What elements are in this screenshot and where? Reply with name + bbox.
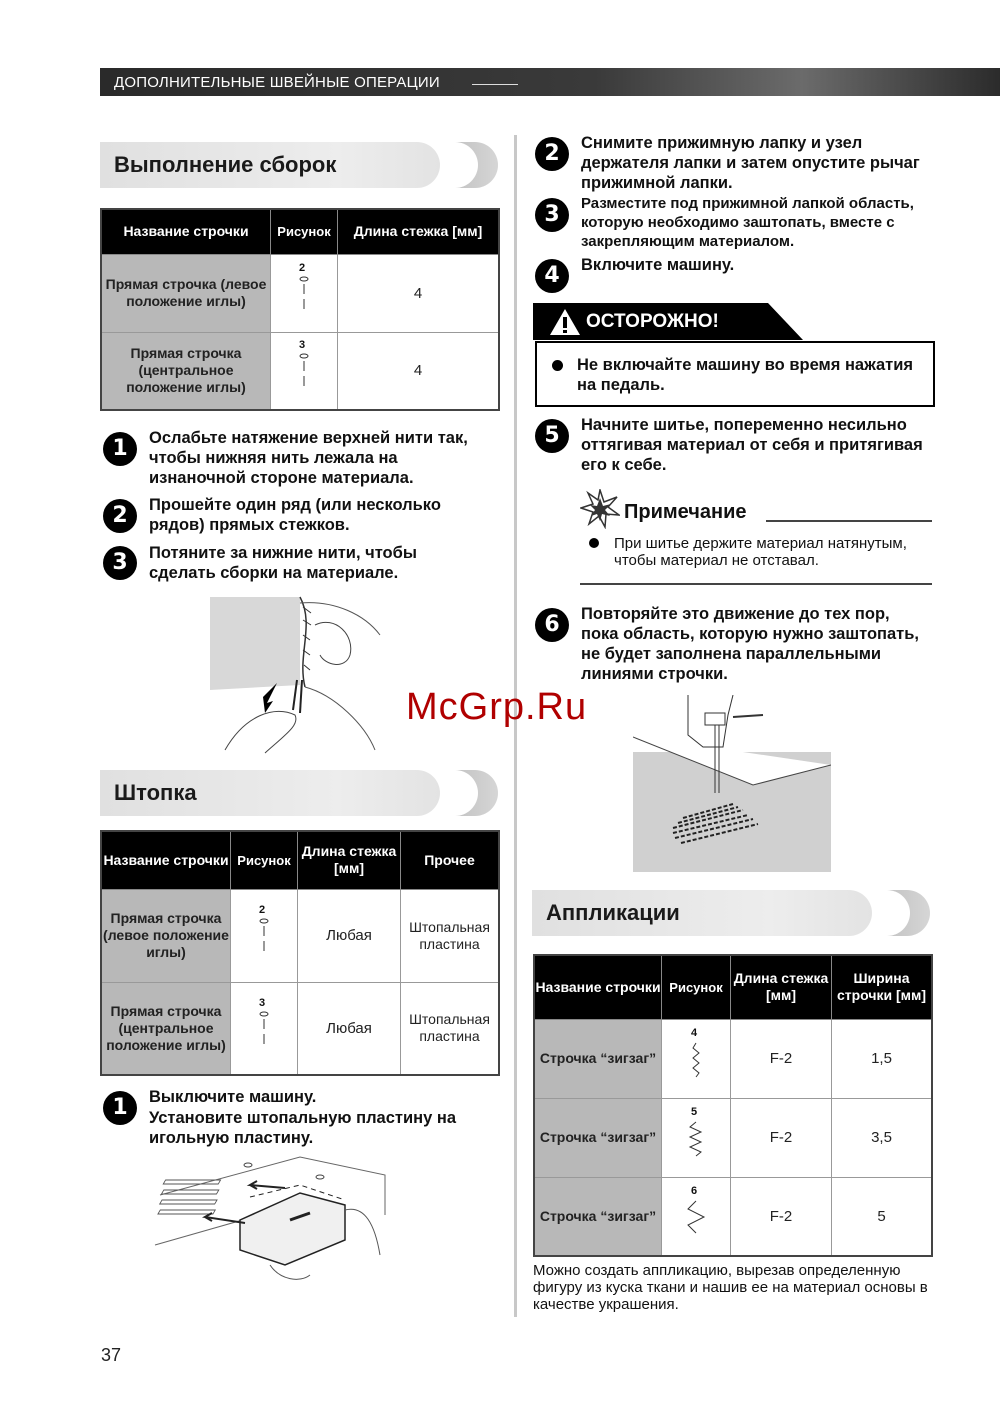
- section-title: Аппликации: [546, 900, 680, 925]
- stitch-name: Строчка “зигзаг”: [534, 1019, 662, 1098]
- stitch-name: Прямая строчка (центральное положение иглы): [101, 982, 231, 1075]
- darning-illustration: [633, 695, 831, 872]
- step-number-1: 1: [103, 432, 137, 466]
- col-header-length: Длина стежка [мм]: [298, 831, 401, 889]
- stitch-pattern-cell: [271, 332, 338, 410]
- straight-stitch-center-icon: 3: [294, 339, 314, 399]
- step-text: Снимите прижимную лапку и узел держателя лапки и затем опустите рычаг прижимной лапки.: [581, 134, 920, 192]
- darning-plate-illustration: [150, 1155, 390, 1285]
- col-header-width: Ширина строчки [мм]: [832, 955, 933, 1019]
- step-text: Разместите под прижимной лапкой область, которую необходимо заштопать, вместе с закрепляющим материалом.: [581, 195, 914, 250]
- watermark: McGrp.Ru: [406, 686, 588, 728]
- step-number-3: 3: [103, 546, 137, 580]
- section-heading-applique: [532, 890, 930, 936]
- stitch-pattern-cell: [662, 1019, 731, 1098]
- col-header-pattern: Рисунок: [231, 831, 298, 889]
- stitch-pattern-cell: [271, 254, 338, 332]
- stitch-name: Строчка “зигзаг”: [534, 1177, 662, 1256]
- step-text: Установите штопальную пластину на игольную пластину.: [149, 1109, 457, 1147]
- gathering-table: [100, 208, 500, 411]
- stitch-width: 3,5: [832, 1098, 933, 1177]
- table-row: [101, 254, 499, 332]
- stitch-pattern-cell: [231, 889, 298, 982]
- stitch-name: Прямая строчка (левое положение иглы): [101, 889, 231, 982]
- header-rule: [472, 84, 518, 85]
- stitch-length: 4: [338, 254, 500, 332]
- zigzag-stitch-icon: 6: [686, 1185, 706, 1245]
- table-row: [101, 332, 499, 410]
- step-number-4: 4: [535, 259, 569, 293]
- col-header-name: Название строчки: [101, 209, 271, 254]
- col-header-other: Прочее: [401, 831, 500, 889]
- step-number-3: 3: [535, 198, 569, 232]
- section-heading-darning: [100, 770, 498, 816]
- stitch-length: Любая: [298, 982, 401, 1075]
- stitch-name: Строчка “зигзаг”: [534, 1098, 662, 1177]
- table-row: [534, 1098, 932, 1177]
- step-text: Начните шитье, попеременно несильно оттягивая материал от себя и притягивая его к себе.: [581, 416, 923, 474]
- col-header-name: Название строчки: [534, 955, 662, 1019]
- straight-stitch-left-icon: 2: [254, 904, 274, 964]
- note-rule: [766, 520, 932, 522]
- stitch-other: Штопальная пластина: [401, 889, 500, 982]
- stitch-width: 1,5: [832, 1019, 933, 1098]
- note-bottom-rule: [580, 583, 932, 585]
- step-number-6: 6: [535, 608, 569, 642]
- stitch-length: F-2: [731, 1177, 832, 1256]
- note-title: Примечание: [624, 501, 747, 523]
- bullet-icon: [589, 538, 599, 548]
- applique-table: [533, 954, 933, 1257]
- stitch-name: Прямая строчка (левое положение иглы): [101, 254, 271, 332]
- step-text: Выключите машину.: [149, 1088, 317, 1106]
- section-title: Выполнение сборок: [114, 152, 337, 177]
- stitch-length: F-2: [731, 1098, 832, 1177]
- note-text: При шитье держите материал натянутым, чтобы материал не отставал.: [614, 535, 907, 569]
- step-text: Повторяйте это движение до тех пор, пока область, которую нужно заштопать, не будет заполнена параллельными линиями строчки.: [581, 605, 919, 683]
- warning-icon: [549, 308, 581, 336]
- col-header-pattern: Рисунок: [271, 209, 338, 254]
- col-header-pattern: Рисунок: [662, 955, 731, 1019]
- caution-title: ОСТОРОЖНО!: [586, 311, 719, 332]
- gathering-illustration: [205, 595, 405, 755]
- section-title: Штопка: [114, 780, 197, 805]
- note-icon: [580, 489, 620, 529]
- step-number-2: 2: [535, 137, 569, 171]
- caution-text: Не включайте машину во время нажатия на педаль.: [577, 356, 914, 394]
- header-title: ДОПОЛНИТЕЛЬНЫЕ ШВЕЙНЫЕ ОПЕРАЦИИ: [114, 74, 440, 91]
- applique-description: Можно создать аппликацию, вырезав определенную фигуру из куска ткани и нашив ее на материал основы в качестве украшения.: [533, 1262, 928, 1313]
- table-row: [101, 982, 499, 1075]
- step-number-5: 5: [535, 419, 569, 453]
- straight-stitch-center-icon: 3: [254, 997, 274, 1057]
- step-text: Потяните за нижние нити, чтобы сделать сборки на материале.: [149, 544, 417, 582]
- bullet-icon: [552, 360, 563, 371]
- stitch-other: Штопальная пластина: [401, 982, 500, 1075]
- step-number-2: 2: [103, 499, 137, 533]
- col-header-length: Длина стежка [мм]: [338, 209, 500, 254]
- col-header-length: Длина стежка [мм]: [731, 955, 832, 1019]
- zigzag-stitch-icon: 4: [686, 1027, 706, 1087]
- table-row: [534, 1177, 932, 1256]
- page-number: 37: [101, 1345, 122, 1365]
- stitch-pattern-cell: [662, 1098, 731, 1177]
- stitch-length: Любая: [298, 889, 401, 982]
- darning-table: [100, 830, 500, 1076]
- step-text: Включите машину.: [581, 256, 735, 274]
- stitch-length: 4: [338, 332, 500, 410]
- step-number-1: 1: [103, 1091, 137, 1125]
- stitch-length: F-2: [731, 1019, 832, 1098]
- col-header-name: Название строчки: [101, 831, 231, 889]
- stitch-pattern-cell: [231, 982, 298, 1075]
- zigzag-stitch-icon: 5: [686, 1106, 706, 1166]
- stitch-name: Прямая строчка (центральное положение иглы): [101, 332, 271, 410]
- step-text: Прошейте один ряд (или несколько рядов) прямых стежков.: [149, 496, 441, 534]
- stitch-width: 5: [832, 1177, 933, 1256]
- section-heading-gathering: [100, 142, 498, 188]
- table-row: [534, 1019, 932, 1098]
- straight-stitch-left-icon: 2: [294, 262, 314, 322]
- table-row: [101, 889, 499, 982]
- stitch-pattern-cell: [662, 1177, 731, 1256]
- step-text: Ослабьте натяжение верхней нити так, чтобы нижняя нить лежала на изнаночной стороне материала.: [149, 429, 468, 487]
